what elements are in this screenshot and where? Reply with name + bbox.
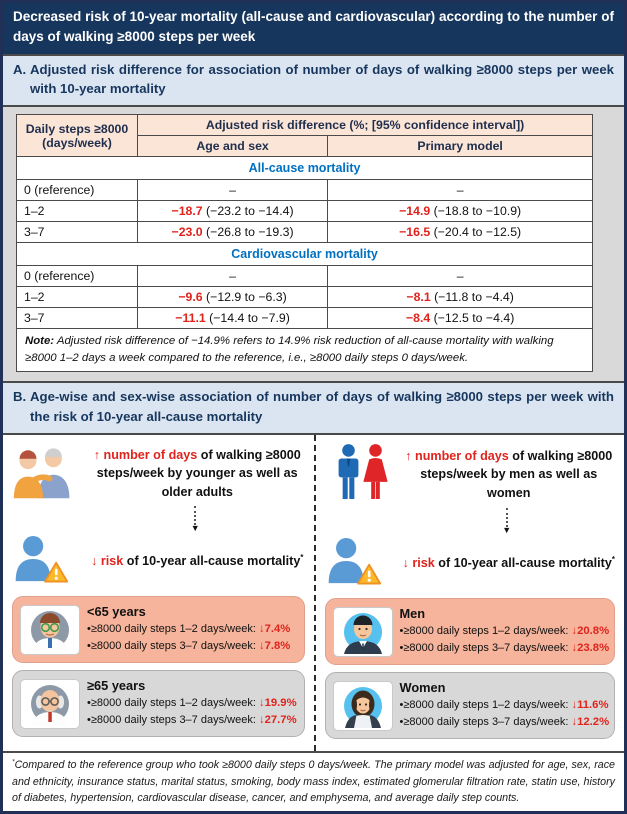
section-b-heading [3,381,624,435]
cell-value: −18.7 [171,204,203,219]
person-alert-icon [12,534,86,589]
cell-value: −14.9 [399,204,431,219]
cell-age-sex [137,201,327,222]
old-man-avatar [20,679,80,729]
down-arrow-text: ↓ risk [91,554,124,569]
cell-ci: (−18.8 to −10.9) [430,204,522,219]
bullet-text: •≥8000 daily steps 1–2 days/week: [399,625,572,638]
card-bullet [400,623,609,640]
cell-value: −8.4 [405,311,431,326]
table-row [17,201,593,222]
cell-age-sex [137,180,327,201]
age-cause-row [12,443,305,504]
card-bullet [87,695,298,712]
cell-value: −16.5 [399,225,431,240]
note-text: Adjusted risk difference of −14.9% refers to 14.9% risk reduction of all-cause mortality with walking ≥8000 1–2 days a week compared to the reference, i.e., ≥8000 daily steps 0 days/week. [25,335,554,365]
reduction-value: ↓7.8% [258,640,291,653]
band-cardiovascular-label: Cardiovascular mortality [17,243,593,266]
up-arrow-text: ↑ number of days [405,449,509,464]
risk-asterisk: * [611,555,615,565]
section-b-panels [3,435,624,751]
footnote [3,751,624,811]
table-row [17,266,593,287]
bullet-text: •≥8000 daily steps 3–7 days/week: [399,716,572,729]
cell-ci: – [229,183,236,198]
sex-risk-row [325,536,616,591]
col-header-daily-steps: Daily steps ≥8000 (days/week) [17,115,138,157]
section-a-heading [3,54,624,108]
cell-steps: 3–7 [17,222,138,243]
age-flow-arrow [12,506,305,531]
bullet-text: •≥8000 daily steps 1–2 days/week: [87,697,259,710]
table-note [17,329,593,372]
footnote-marker: * [12,758,15,766]
cell-primary [328,180,593,201]
age-risk-text [90,552,305,570]
down-arrowhead-icon: ▼ [502,524,512,535]
col-header-primary-model: Primary model [328,136,593,157]
cell-age-sex [137,222,327,243]
cell-primary [328,266,593,287]
cell-ci: (−14.4 to −7.9) [205,311,290,326]
man-avatar [333,607,393,657]
card-bullet [400,640,609,657]
card-bullet [400,697,609,714]
card-under-65 [12,596,305,663]
cell-ci: – [456,269,464,284]
note-row [17,329,593,372]
person-alert-icon [325,536,399,591]
cell-age-sex [137,266,327,287]
sex-risk-text [403,554,616,572]
cell-ci: (−12.9 to −6.3) [202,290,287,305]
age-cause-text [90,446,305,501]
cell-ci: – [456,183,464,198]
card-bullet [87,712,298,729]
cell-value: −9.6 [178,290,203,305]
table-row [17,180,593,201]
bullet-text: •≥8000 daily steps 1–2 days/week: [87,623,259,636]
card-over-65 [12,670,305,737]
card-title: Women [399,680,446,696]
note-label: Note: [25,335,55,348]
cell-primary [328,222,593,243]
table-row [17,287,593,308]
sex-cause-rest: of walking ≥8000 steps/week by men as well as women [420,449,613,500]
cell-value: −11.1 [175,311,206,326]
reduction-value: ↓12.2% [571,716,610,729]
band-cardiovascular [17,243,593,266]
reduction-value: ↓23.8% [571,642,610,655]
down-arrowhead-icon: ▼ [190,522,200,533]
cell-steps: 0 (reference) [17,180,138,201]
cell-steps: 1–2 [17,201,138,222]
cell-ci: (−23.2 to −14.4) [202,204,294,219]
reduction-value: ↓20.8% [571,625,610,638]
age-risk-row [12,534,305,589]
risk-asterisk: * [300,553,304,563]
card-title: <65 years [87,604,146,620]
card-title: Men [399,606,426,622]
down-arrow-text: ↓ risk [402,556,435,571]
woman-avatar [333,681,393,731]
bullet-text: •≥8000 daily steps 3–7 days/week: [87,640,259,653]
reduction-value: ↓19.9% [258,697,297,710]
cell-value: −8.1 [406,290,431,305]
cell-ci: (−20.4 to −12.5) [430,225,522,240]
young-man-avatar [20,605,80,655]
risk-rest: of 10-year all-cause mortality [434,556,612,571]
bullet-text: •≥8000 daily steps 1–2 days/week: [399,699,572,712]
age-cause-rest: of walking ≥8000 steps/week by younger as well as older adults [96,448,301,499]
cell-ci: (−11.8 to −4.4) [430,290,514,305]
up-arrow-text: ↑ number of days [93,448,198,463]
card-bullet [87,638,298,655]
risk-difference-table [16,114,593,372]
card-men [325,598,616,665]
col-header-age-sex: Age and sex [137,136,327,157]
cell-primary [328,308,593,329]
cell-ci: (−26.8 to −19.3) [202,225,294,240]
younger-older-adults-icon [12,443,86,504]
band-all-cause [17,157,593,180]
table-row [17,222,593,243]
card-women [325,672,616,739]
figure-title: Decreased risk of 10-year mortality (all-cause and cardiovascular) according to the number of days of walking ≥8000 steps per week [3,3,624,54]
cell-age-sex [137,308,327,329]
bullet-text: •≥8000 daily steps 3–7 days/week: [399,642,572,655]
table-row [17,308,593,329]
cell-value: −23.0 [171,225,203,240]
band-all-cause-label: All-cause mortality [17,157,593,180]
cell-ci: – [229,269,236,284]
cell-primary [328,201,593,222]
card-bullet [87,621,298,638]
panel-age-wise [3,435,314,751]
cell-steps: 1–2 [17,287,138,308]
cell-steps: 3–7 [17,308,138,329]
men-women-icon [335,443,389,506]
section-b-heading-text: Age-wise and sex-wise association of number of days of walking ≥8000 steps per week with the risk of 10-year all-cause mortality [30,389,614,425]
sex-cause-text [403,447,616,502]
cell-primary [328,287,593,308]
cell-steps: 0 (reference) [17,266,138,287]
section-a-heading-text: Adjusted risk difference for association of number of days of walking ≥8000 steps per week with 10-year mortality [30,61,614,97]
sex-flow-arrow [325,508,616,533]
panel-sex-wise [314,435,625,751]
card-bullet [400,714,609,731]
bullet-text: •≥8000 daily steps 3–7 days/week: [87,714,259,727]
cell-age-sex [137,287,327,308]
table-zone [3,107,624,381]
card-title: ≥65 years [87,678,146,694]
sex-cause-row [325,443,616,506]
reduction-value: ↓7.4% [258,623,291,636]
risk-rest: of 10-year all-cause mortality [123,554,301,569]
footnote-text: Compared to the reference group who took ≥8000 daily steps 0 days/week. The primary model was adjusted for age, sex, race and ethnicity, insurance status, marital status, smoking, body mass index, estimated glomerular filtration rate, statin use, history of diabetes, hypertension, cardiovascular disease, cancer, and emphysema, and average daily step counts. [12,759,615,805]
col-header-group: Adjusted risk difference (%; [95% confidence interval]) [137,115,592,136]
reduction-value: ↓11.6% [571,699,609,712]
section-b-letter: B. [13,389,27,405]
cell-ci: (−12.5 to −4.4) [430,311,515,326]
section-a-letter: A. [13,61,27,77]
reduction-value: ↓27.7% [258,714,297,727]
